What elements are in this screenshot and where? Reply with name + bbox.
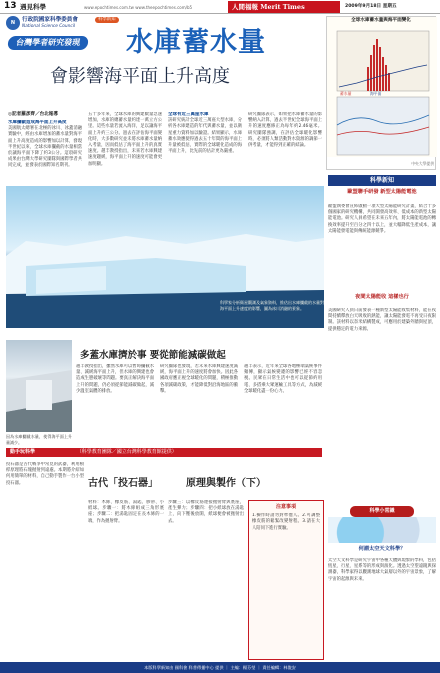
science-box-title: 科學小常識 bbox=[350, 506, 414, 517]
chart-title: 全球水庫蓄水量與海平面變化 bbox=[351, 18, 411, 23]
chart-legend-a: 蓄水量 bbox=[340, 91, 352, 96]
column-text: 美國航太總署在北極的冰川、冰蓋消融實驗中，經由水庫增加的蓄水量對海平面上升高度造成的影響加以計算，發現半世紀以來，全球水庫攔截的水量相當於讓海平面下降了約3公分。這項研究成果由台灣大學研究團隊與國際學者共同完成，並發表於國際知名期刊。 bbox=[8, 126, 82, 169]
chart-legend-b: 海平面 bbox=[370, 91, 382, 96]
hands-on-title: 動手玩科學 bbox=[10, 449, 36, 455]
nsc-logo: N bbox=[6, 16, 20, 30]
photo-caption: 科學家分析衛星觀測及氣象資料，推估出水庫攔截的水量對海平面上升速度的影響，圖為冰川消融的景象。 bbox=[220, 300, 324, 311]
article-3-col-2: 材料：木條、橡皮筋、湯匙、膠帶、小紙球。步驟一：將木條組成三角形底座；步驟二：把湯匙固定在長木條的一端，作為拋射臂。 bbox=[88, 500, 164, 524]
hands-on-bar bbox=[6, 448, 322, 457]
chart-source: 中央大學提供 bbox=[411, 161, 434, 166]
page-number: 13 bbox=[4, 1, 17, 11]
site-url: www.epochtimes.com.tw www.theepochtimes.com/b5 bbox=[84, 5, 193, 10]
article-column-2: 五十多年來，全球水庫的興建數量急速增加，水庫的總蓄水量約達一萬立方公里。這些水量若流入海洋，足以讓海平面上升約三公分。過去在評估海平面變化時，大多數研究並未將水庫蓄水量納入考量，因而低估了海平面上升的真實速度。趙丰教授指出，未來若水庫興建速度趨緩，海平面上升的速度可能會更加明顯。 bbox=[88, 112, 162, 167]
column-text: 該研究統計全球近三萬座大型水庫，分析各水庫建造的年代與蓄水量，並以衛星重力資料加以驗證。結果顯示，水庫蓄水效應使得過去五十年間的海平面上升量被低估，實際的全球暖化造成的海平面上升，比先前的估計更為嚴重。 bbox=[168, 118, 242, 155]
article-2-title: 多蓋水庫擠於事 要從節能減碳做起 bbox=[80, 350, 226, 361]
right-column-2: 美國研究人員日前發表一種新型太陽能收集材料，能在夜間持續釋放白天吸收的熱能，讓太陽能發電不再受日夜限制。該材料以奈米結構製成，可應用於建築外牆與屋頂，提供穩定的電力來源。 bbox=[328, 308, 436, 332]
headline: 水庫蓄水量 bbox=[126, 27, 266, 58]
dam-caption: 因為水庫攔截水量，使得海平面上升量減少。 bbox=[6, 434, 72, 446]
nsc-tag: 科學新知 bbox=[95, 17, 119, 23]
column-heading: 全球有近三萬座水庫 bbox=[168, 112, 209, 117]
hands-on-note: （科學教育團隊／國立台灣科學教育館提供） bbox=[76, 449, 177, 455]
issue-date: 2009年9月18日 星期五 bbox=[345, 4, 397, 9]
tips-box-text: 1.操作時請勿對準他人。2.可調整橡皮筋的鬆緊改變射程。3.請在大人陪同下進行實驗。 bbox=[252, 513, 320, 531]
dam-illustration bbox=[6, 340, 72, 432]
page-footer: 本版科學新知由 國科會 科普傳播中心 提供 ｜ 主編：楊芬瑩 ｜ 責任編輯：林俊安 bbox=[0, 662, 440, 673]
article-2-col-1: 趙丰教授指出，雖然水庫可以暫時攔截水量、減緩海平面上升，但水庫的興建也會造成生態破壞等問題。要真正解決海平面上升的問題，仍必須從節能減碳做起，減少溫室氣體的排放。 bbox=[76, 364, 154, 394]
subheadline: 會影響海平面上升高度 bbox=[50, 66, 230, 87]
dam-photo bbox=[6, 340, 72, 432]
byline: ◎記者羅彥齊／台北報導 bbox=[8, 112, 58, 117]
article-column-1 bbox=[8, 120, 82, 184]
right-column-1: 歐盟執委會宣佈啟動一項大型太陽能研究計畫，結合十多個國家的研究機構，共同開發高效率、低成本的新型太陽能電池。研究人員希望在未來五年內，將太陽能電池的轉換效率提升至百分之四十以上，並大幅降低生產成本，讓太陽能發電能與傳統能源競爭。 bbox=[328, 204, 436, 234]
article-3-col-1: 投石器是古代戰爭中常見的武器，利用槓桿原理將石塊拋射到遠處。本期將介紹如何用簡單的材料，自己動手製作一台小型投石器。 bbox=[6, 462, 84, 486]
masthead: 人間福報 Merit Times bbox=[228, 1, 340, 13]
section-title: 遇見科學 bbox=[20, 3, 46, 11]
article-3-col-3: 步驟三：以橡皮筋連接拋射臂與底座，產生彈力；步驟四：把小紙球放在湯匙上，向下壓後放開，紙球便會被拋射出去。 bbox=[168, 500, 244, 524]
right-headline-2: 夜間太陽能收 這樣也行 bbox=[355, 294, 409, 300]
article-2-col-3: 趙丰表示，近年來全球各地極端氣候事件頻傳，顯示氣候變遷的影響已經不容忽視。民眾在日常生活中也可以從節約用電、多搭乘大眾運輸工具等方式，為減緩全球暖化盡一份心力。 bbox=[244, 364, 322, 394]
hero-tag: 台灣學者研究發現 bbox=[7, 36, 89, 50]
tips-box-title: 注意事項 bbox=[275, 504, 296, 510]
article-3-title: 古代「投石器」 bbox=[88, 478, 158, 489]
column-heading: 水庫攔截造成海平面上升高度 bbox=[8, 120, 67, 125]
right-column-3: 太空天文科學是研究宇宙中各種天體與現象的學科，包括恆星、行星、星系等的形成與演化。透過太空望遠鏡與探測器，科學家得以觀測地球大氣層以外的宇宙景象，了解宇宙的起源與未來。 bbox=[328, 558, 436, 582]
article-column-4: 研究團隊表示，如果把水庫蓄水量的影響納入計算，過去半世紀全球海平面上升的速度應修正為每年約2.46毫米。研究團隊強調，在評估全球暖化影響時，必須將人類活動對水資源的調節一併考量，才能得到正確的結論。 bbox=[248, 112, 322, 149]
nsc-name: 行政院國家科學委員會 bbox=[22, 17, 78, 23]
article-column-3 bbox=[168, 112, 242, 184]
science-box-subtitle: 何謂太空天文科學？ bbox=[358, 546, 406, 552]
article-2-col-2: 研究團隊也發現，若未來水庫興建速度減緩，海平面上升的速度將會加快。因此各國政府應正視全球暖化的問題，積極推動各項減碳政策，才能降低對沿海地區的衝擊。 bbox=[160, 364, 238, 394]
reservoir-chart bbox=[327, 17, 437, 157]
article-3-subtitle: 原理與製作（下） bbox=[186, 478, 266, 489]
right-section-header: 科學新知 bbox=[328, 175, 436, 186]
right-headline-1: 歐盟聯手研發 新型太陽能電池 bbox=[347, 189, 417, 195]
cloud-illustration bbox=[328, 517, 436, 543]
nsc-name-en: National Science Council bbox=[22, 24, 76, 29]
tips-box bbox=[248, 500, 324, 660]
